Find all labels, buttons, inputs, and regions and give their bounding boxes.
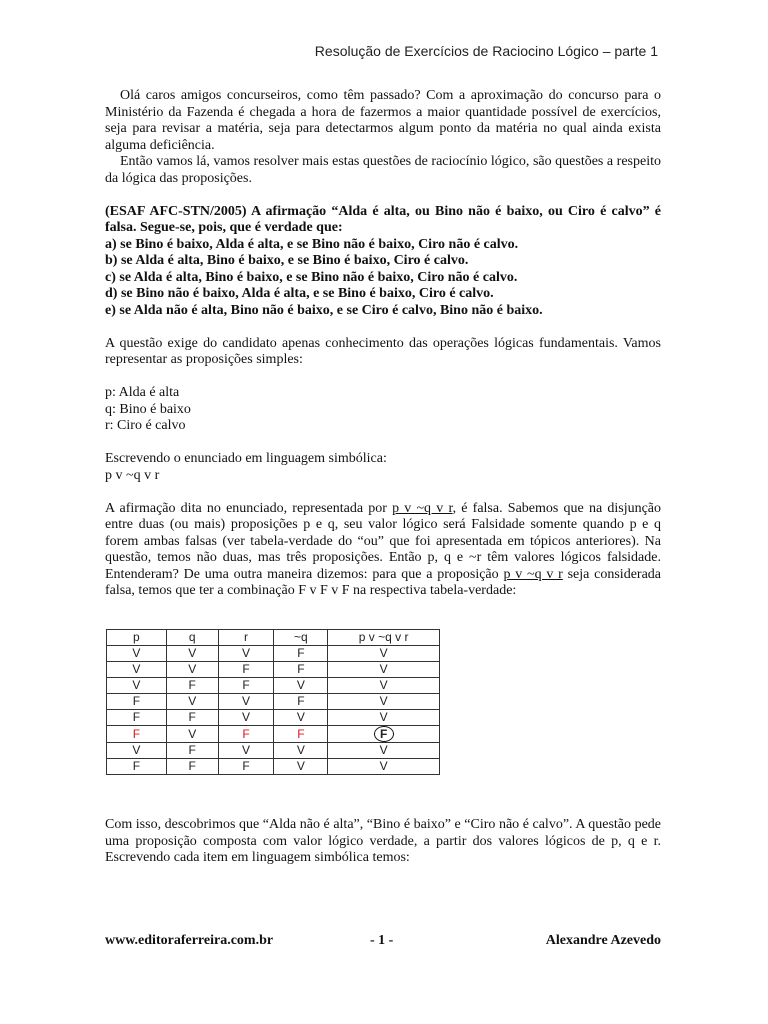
header-cell: p bbox=[107, 630, 167, 646]
footer-page-number: - 1 - bbox=[370, 933, 394, 948]
table-cell: F bbox=[218, 678, 274, 694]
table-cell: F bbox=[274, 662, 328, 678]
table-cell: V bbox=[328, 710, 440, 726]
table-cell: V bbox=[328, 759, 440, 775]
page-header: Resolução de Exercícios de Raciocino Lógico – parte 1 bbox=[314, 43, 658, 59]
table-row bbox=[107, 743, 440, 759]
conclusion-paragraph: Com isso, descobrimos que “Alda não é alta”, “Bino é baixo” e “Ciro não é calvo”. A questão pede uma proposição composta com valor lógico verdade, a partir dos valores lógicos de p, q e r. Escrevendo cada item em linguagem simbólica temos: bbox=[105, 817, 661, 865]
footer-author: Alexandre Azevedo bbox=[545, 933, 661, 948]
table-cell: V bbox=[218, 710, 274, 726]
header-cell: ~q bbox=[274, 630, 328, 646]
table-cell: F bbox=[166, 678, 218, 694]
table-cell: F bbox=[107, 759, 167, 775]
table-cell: V bbox=[328, 678, 440, 694]
text-segment: seja considerada falsa, temos que ter a combinação F v F v F na respectiva tabela-verdade: bbox=[105, 566, 661, 598]
table-cell: V bbox=[166, 646, 218, 662]
footer-website: www.editoraferreira.com.br bbox=[105, 933, 274, 948]
explanation-paragraph-2 bbox=[105, 501, 661, 600]
table-cell: V bbox=[328, 694, 440, 710]
table-cell: V bbox=[218, 743, 274, 759]
table-cell: F bbox=[107, 694, 167, 710]
table-cell: F bbox=[107, 710, 167, 726]
symbolic-intro: Escrevendo o enunciado em linguagem simbólica: bbox=[105, 451, 387, 466]
table-cell: V bbox=[166, 662, 218, 678]
table-cell: F bbox=[274, 646, 328, 662]
proposition-p: p: Alda é alta bbox=[105, 385, 180, 400]
table-row bbox=[107, 678, 440, 694]
table-cell: F bbox=[274, 694, 328, 710]
option-d: d) se Bino não é baixo, Alda é alta, e se Bino é baixo, Ciro é calvo. bbox=[105, 286, 494, 301]
header-cell: p v ~q v r bbox=[328, 630, 440, 646]
table-cell: F bbox=[166, 759, 218, 775]
proposition-q: q: Bino é baixo bbox=[105, 401, 191, 417]
table-cell: V bbox=[274, 759, 328, 775]
symbolic-formula: p v ~q v r bbox=[105, 467, 160, 483]
table-cell: V bbox=[107, 662, 167, 678]
table-row bbox=[107, 662, 440, 678]
conclusion-section bbox=[105, 803, 661, 881]
table-cell: V bbox=[274, 710, 328, 726]
header-cell: r bbox=[218, 630, 274, 646]
header-cell: q bbox=[166, 630, 218, 646]
table-cell-circled bbox=[328, 726, 440, 743]
page-footer bbox=[105, 933, 661, 951]
table-cell: V bbox=[107, 678, 167, 694]
table-cell: V bbox=[166, 726, 218, 743]
table-cell: V bbox=[274, 743, 328, 759]
main-content bbox=[105, 88, 661, 600]
table-cell: V bbox=[328, 646, 440, 662]
table-cell: F bbox=[218, 662, 274, 678]
table-cell: V bbox=[107, 646, 167, 662]
formula-underlined: p v ~q v r bbox=[392, 500, 453, 516]
option-a: a) se Bino é baixo, Alda é alta, e se Bino não é baixo, Ciro não é calvo. bbox=[105, 236, 519, 252]
table-cell: V bbox=[218, 646, 274, 662]
circled-result: F bbox=[374, 726, 394, 742]
explanation-paragraph-1: A questão exige do candidato apenas conhecimento das operações lógicas fundamentais. Vamos representar as proposições simples: bbox=[105, 335, 661, 367]
table-cell-highlighted: F bbox=[218, 726, 274, 743]
table-row bbox=[107, 710, 440, 726]
table-cell: F bbox=[166, 710, 218, 726]
table-cell: V bbox=[328, 743, 440, 759]
table-cell-highlighted: F bbox=[274, 726, 328, 743]
formula-underlined: p v ~q v r bbox=[503, 566, 563, 582]
text-segment: A afirmação dita no enunciado, representada por bbox=[105, 500, 393, 516]
intro-paragraph-1: Olá caros amigos concurseiros, como têm passado? Com a aproximação do concurso para o Ministério da Fazenda é chegada a hora de fazermos a maior quantidade possível de exercícios, seja para revisar a matéria, seja para detectarmos algum ponto da matéria no qual ainda exista alguma deficiência. bbox=[105, 88, 661, 153]
question-stem: (ESAF AFC-STN/2005) A afirmação “Alda é alta, ou Bino não é baixo, ou Ciro é calvo” é falsa. Segue-se, pois, que é verdade que: bbox=[105, 203, 661, 235]
option-e: e) se Alda não é alta, Bino não é baixo, e se Ciro é calvo, Bino não é baixo. bbox=[105, 302, 543, 318]
intro-paragraph-2: Então vamos lá, vamos resolver mais estas questões de raciocínio lógico, são questões a respeito da lógica das proposições. bbox=[105, 154, 661, 186]
option-c: c) se Alda é alta, Bino é baixo, e se Bino não é baixo, Ciro não é calvo. bbox=[105, 269, 518, 285]
table-row bbox=[107, 694, 440, 710]
table-cell: V bbox=[274, 678, 328, 694]
truth-table bbox=[106, 629, 440, 775]
table-row bbox=[107, 759, 440, 775]
table-cell: V bbox=[166, 694, 218, 710]
table-cell-highlighted: F bbox=[107, 726, 167, 743]
proposition-r: r: Ciro é calvo bbox=[105, 418, 186, 433]
table-cell: V bbox=[107, 743, 167, 759]
option-b: b) se Alda é alta, Bino é baixo, e se Bino é baixo, Ciro é calvo. bbox=[105, 253, 469, 268]
table-row-highlighted bbox=[107, 726, 440, 743]
table-cell: V bbox=[328, 662, 440, 678]
table-cell: F bbox=[218, 759, 274, 775]
table-header-row bbox=[107, 630, 440, 646]
text-segment: , é falsa. Sabemos que na disjunção entre duas (ou mais) proposições p e q, seu valor lógico será Falsidade somente quando p e q forem ambas falsas (ver tabela-verdade do “ou” que foi apresentada em tópicos anteriores). Na questão, temos não duas, mas três proposições. Então p, q e ~r têm valores lógicos falsidade. Entenderam? De uma outra maneira dizemos: para que a proposição bbox=[105, 500, 662, 582]
table-row bbox=[107, 646, 440, 662]
table-cell: V bbox=[218, 694, 274, 710]
table-cell: F bbox=[166, 743, 218, 759]
